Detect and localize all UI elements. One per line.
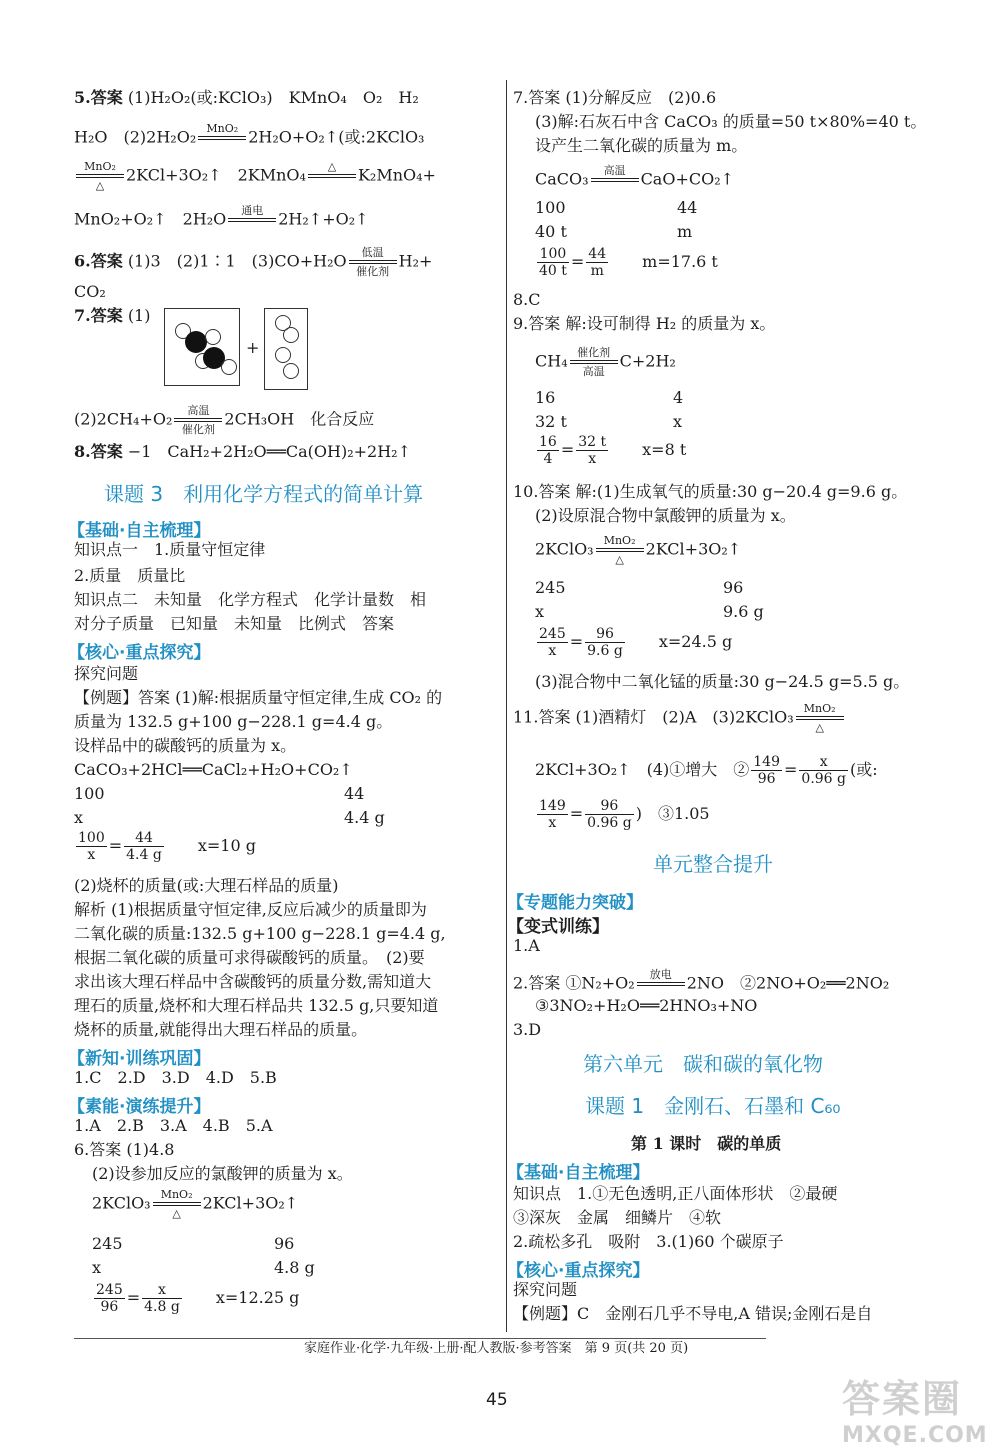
zd-line3: 2.疏松多孔 吸附 3.(1)60 个碳原子 bbox=[513, 1232, 784, 1251]
r7-proportion: $\frac{100}{40 t}$ = $\frac{44}{m}$ m=17.6 t bbox=[539, 246, 718, 279]
q5-line4: MnO₂+O₂↑ 2H₂O 通电 2H₂↑+O₂↑ bbox=[74, 204, 369, 229]
zd-line1: 知识点 1.①无色透明,正八面体形状 ②最硬 bbox=[513, 1184, 838, 1203]
watermark-url: MXQE.COM bbox=[842, 1423, 988, 1448]
r9-proportion: $\frac{16}{4}$ = $\frac{32 t}{x}$ x=8 t bbox=[539, 434, 687, 467]
v1-line: 1.A bbox=[513, 936, 540, 955]
r10-line1: 10.答案 解:(1)生成氧气的质量:30 g−20.4 g=9.6 g。 bbox=[513, 482, 908, 501]
new-answers: 1.C 2.D 3.D 4.D 5.B bbox=[74, 1068, 277, 1087]
example-line3: 设样品中的碳酸钙的质量为 x。 bbox=[74, 736, 297, 755]
knowledge-2: 2.质量 质量比 bbox=[74, 566, 186, 585]
r8-line: 8.C bbox=[513, 290, 541, 309]
zd-example: 【例题】C 金刚石几乎不导电,A 错误;金刚石是自 bbox=[513, 1304, 873, 1323]
skill-answers: 1.A 2.B 3.A 4.B 5.A bbox=[74, 1116, 273, 1135]
knowledge-1: 知识点一 1.质量守恒定律 bbox=[74, 540, 266, 559]
o-atom-icon bbox=[275, 347, 291, 363]
analysis-1: 解析 (1)根据质量守恒定律,反应后减少的质量即为 bbox=[74, 900, 427, 919]
zd-line2: ③深灰 金属 细鳞片 ④软 bbox=[513, 1208, 722, 1227]
r7-equation: CaCO₃ 高温 CaO+CO₂↑ bbox=[535, 164, 735, 189]
q6b-ratio-b: 96 bbox=[274, 1234, 295, 1253]
column-divider bbox=[506, 80, 507, 1332]
r9-unknown-a: 32 t bbox=[535, 412, 567, 431]
tag-core-2: 【核心·重点探究】 bbox=[507, 1261, 650, 1281]
o-atom-icon bbox=[283, 363, 299, 379]
r10-unknown-a: x bbox=[535, 602, 545, 621]
tag-basic-2: 【基础·自主梳理】 bbox=[507, 1163, 650, 1183]
lesson-title: 课题 1 金刚石、石墨和 C₆₀ bbox=[585, 1094, 841, 1118]
example-ratio-b: 44 bbox=[344, 784, 365, 803]
period-title: 第 1 课时 碳的单质 bbox=[631, 1134, 782, 1153]
footer-text: 家庭作业·化学·九年级·上册·配人教版·参考答案 第 9 页(共 20 页) bbox=[304, 1341, 689, 1356]
c-atom-icon bbox=[185, 331, 207, 353]
q6b-unknown-b: 4.8 g bbox=[274, 1258, 315, 1277]
v2-line1: 2.答案 ①N₂+O₂ 放电 2NO ②2NO+O₂══2NO₂ bbox=[513, 968, 890, 993]
r10-proportion: $\frac{245}{x}$ = $\frac{96}{9.6 g}$ x=24.5 g bbox=[539, 626, 733, 659]
r10-ratio-a: 245 bbox=[535, 578, 566, 597]
r11-line2: 2KCl+3O₂↑ (4)①增大 ② $\frac{149}{96}$ = $\frac{x}{0.96 g}$ (或: bbox=[535, 754, 878, 787]
analysis-6: 烧杯的质量,就能得出大理石样品的质量。 bbox=[74, 1020, 368, 1039]
tag-new: 【新知·训练巩固】 bbox=[68, 1049, 211, 1069]
r10-line3: (3)混合物中二氧化锰的质量:30 g−24.5 g=5.5 g。 bbox=[535, 672, 910, 691]
r7-line2: (3)解:石灰石中含 CaCO₃ 的质量=50 t×80%=40 t。 bbox=[535, 112, 927, 131]
example-part2: (2)烧杯的质量(或:大理石样品的质量) bbox=[74, 876, 339, 895]
r7-unknown-a: 40 t bbox=[535, 222, 567, 241]
r7-ratio-a: 100 bbox=[535, 198, 566, 217]
watermark-text: 答案圈 bbox=[842, 1377, 963, 1421]
r9-equation: CH₄ 催化剂 高温 C+2H₂ bbox=[535, 346, 676, 378]
analysis-5: 理石的质量,烧杯和大理石样品共 132.5 g,只要知道 bbox=[74, 996, 439, 1015]
example-proportion: $\frac{100}{x}$ = $\frac{44}{4.4 g}$ x=10 g bbox=[78, 830, 256, 863]
q6-line1: 6.答案 (1)3 (2)1∶1 (3)CO+H₂O 低温 催化剂 H₂+ bbox=[74, 246, 433, 278]
q6b-ratio-a: 245 bbox=[92, 1234, 123, 1253]
analysis-2: 二氧化碳的质量:132.5 g+100 g−228.1 g=4.4 g, bbox=[74, 924, 446, 943]
unit-title: 第六单元 碳和碳的氧化物 bbox=[583, 1052, 823, 1076]
molecule-box-reactant bbox=[164, 308, 240, 386]
q7-line1: 7.答案 (1) bbox=[74, 306, 151, 325]
r10-unknown-b: 9.6 g bbox=[723, 602, 764, 621]
h-atom-icon bbox=[221, 359, 237, 375]
explore-question: 探究问题 bbox=[74, 664, 139, 683]
example-line1: 【例题】答案 (1)解:根据质量守恒定律,生成 CO₂ 的 bbox=[74, 688, 443, 707]
q6b-line1: 6.答案 (1)4.8 bbox=[74, 1140, 175, 1159]
r10-equation: 2KClO₃ MnO₂ △ 2KCl+3O₂↑ bbox=[535, 534, 742, 566]
unit-review-title: 单元整合提升 bbox=[653, 852, 773, 876]
r7-ratio-b: 44 bbox=[677, 198, 698, 217]
example-unknown-a: x bbox=[74, 808, 84, 827]
section-title: 课题 3 利用化学方程式的简单计算 bbox=[104, 482, 424, 506]
example-ratio-a: 100 bbox=[74, 784, 105, 803]
r11-line3: $\frac{149}{x}$ = $\frac{96}{0.96 g}$ ) ③1.05 bbox=[539, 798, 710, 831]
knowledge-4: 对分子质量 已知量 未知量 比例式 答案 bbox=[74, 614, 395, 633]
tag-basic: 【基础·自主梳理】 bbox=[68, 521, 211, 541]
r10-line2: (2)设原混合物中氯酸钾的质量为 x。 bbox=[535, 506, 796, 525]
r9-unknown-b: x bbox=[673, 412, 683, 431]
o-atom-icon bbox=[283, 327, 299, 343]
example-unknown-b: 4.4 g bbox=[344, 808, 385, 827]
v3-line: 3.D bbox=[513, 1020, 542, 1039]
q6-line2: CO₂ bbox=[74, 282, 106, 301]
tag-skill: 【素能·演练提升】 bbox=[68, 1097, 211, 1117]
r11-line1: 11.答案 (1)酒精灯 (2)A (3)2KClO₃ MnO₂ △ bbox=[513, 702, 846, 734]
r7-line3: 设产生二氧化碳的质量为 m。 bbox=[535, 136, 748, 155]
plus-sign: + bbox=[246, 338, 260, 357]
tag-core: 【核心·重点探究】 bbox=[68, 643, 211, 663]
example-line2: 质量为 132.5 g+100 g−228.1 g=4.4 g。 bbox=[74, 712, 393, 731]
r9-ratio-b: 4 bbox=[673, 388, 684, 407]
tag-ability: 【专题能力突破】 bbox=[507, 893, 643, 913]
q6b-unknown-a: x bbox=[92, 1258, 102, 1277]
h-atom-icon bbox=[205, 329, 221, 345]
q6b-line2: (2)设参加反应的氯酸钾的质量为 x。 bbox=[92, 1164, 353, 1183]
watermark-logo bbox=[842, 1368, 988, 1448]
knowledge-3: 知识点二 未知量 化学方程式 化学计量数 相 bbox=[74, 590, 427, 609]
r7-line1: 7.答案 (1)分解反应 (2)0.6 bbox=[513, 88, 717, 107]
q5-line1: 5.答案 (1)H₂O₂(或:KClO₃) KMnO₄ O₂ H₂ bbox=[74, 88, 419, 107]
q5-line3: MnO₂ △ 2KCl+3O₂↑ 2KMnO₄ △ K₂MnO₄+ bbox=[74, 160, 436, 192]
analysis-4: 求出该大理石样品中含碳酸钙的质量分数,需知道大 bbox=[74, 972, 432, 991]
r7-unknown-b: m bbox=[677, 222, 693, 241]
analysis-3: 根据二氧化碳的质量可求得碳酸钙的质量。 (2)要 bbox=[74, 948, 425, 967]
page-number: 45 bbox=[486, 1390, 508, 1410]
q5-line2: H₂O (2)2H₂O₂ MnO₂ 2H₂O+O₂↑(或:2KClO₃ bbox=[74, 122, 425, 147]
molecule-box-oxygen bbox=[264, 308, 308, 390]
r9-line1: 9.答案 解:设可制得 H₂ 的质量为 x。 bbox=[513, 314, 776, 333]
q6b-proportion: $\frac{245}{96}$ = $\frac{x}{4.8 g}$ x=12.25 g bbox=[96, 1282, 300, 1315]
v2-line2: ③3NO₂+H₂O══2HNO₃+NO bbox=[535, 996, 758, 1015]
r10-ratio-b: 96 bbox=[723, 578, 744, 597]
q6b-equation: 2KClO₃ MnO₂ △ 2KCl+3O₂↑ bbox=[92, 1188, 299, 1220]
q8-line: 8.答案 −1 CaH₂+2H₂O══Ca(OH)₂+2H₂↑ bbox=[74, 442, 411, 461]
zd-explore: 探究问题 bbox=[513, 1280, 578, 1299]
q7-line2: (2)2CH₄+O₂ 高温 催化剂 2CH₃OH 化合反应 bbox=[74, 404, 375, 436]
r9-ratio-a: 16 bbox=[535, 388, 556, 407]
page-footer bbox=[74, 1338, 766, 1359]
example-equation: CaCO₃+2HCl══CaCl₂+H₂O+CO₂↑ bbox=[74, 760, 353, 779]
tag-variant: 【变式训练】 bbox=[507, 917, 609, 937]
